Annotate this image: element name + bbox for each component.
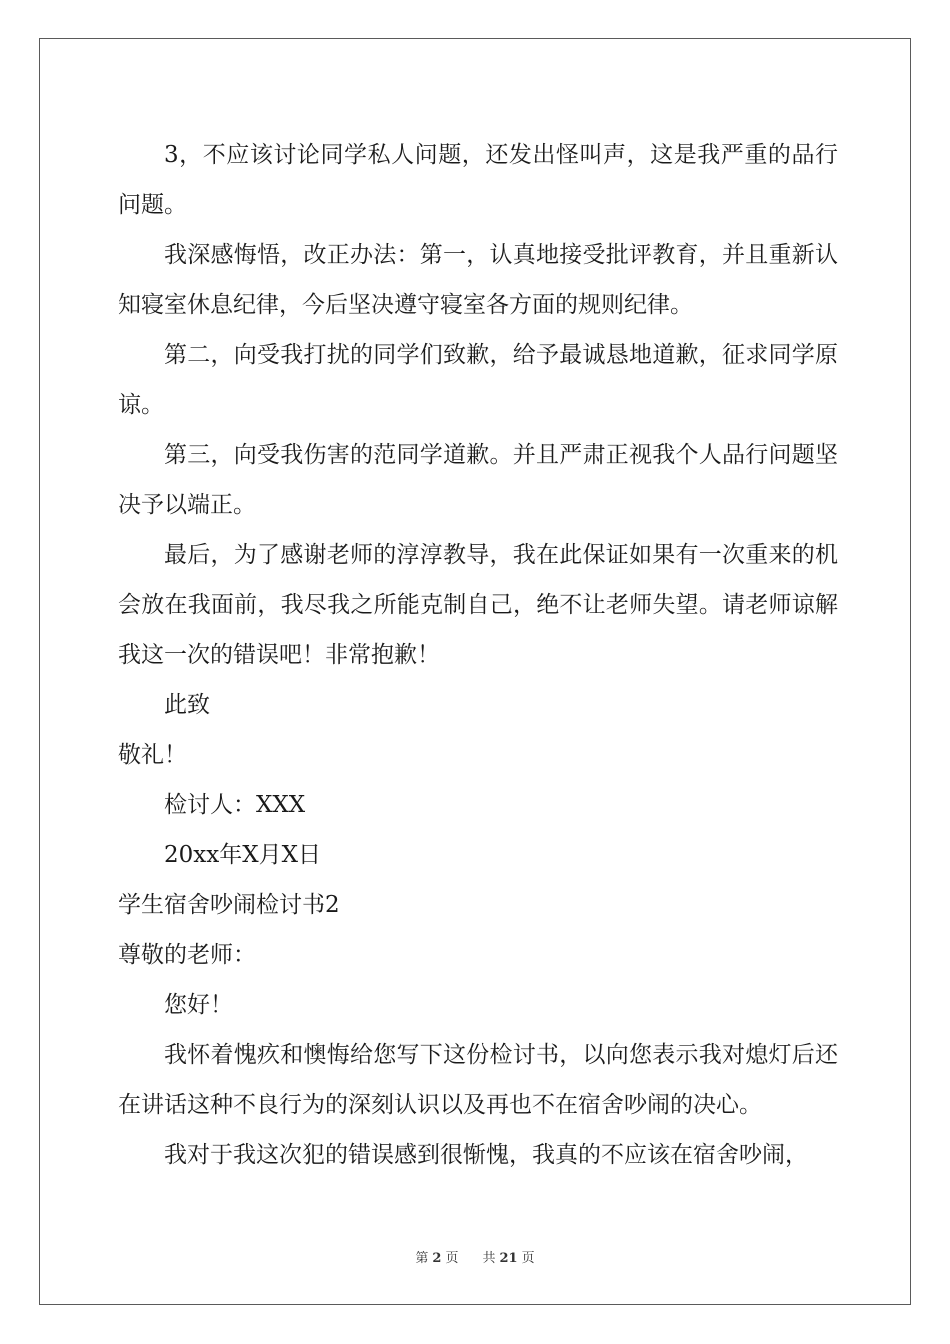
greeting-hello: 您好！ <box>164 992 233 1018</box>
page-footer <box>0 1247 950 1266</box>
paragraph: 我怀着愧疚和懊悔给您写下这份检讨书，以向您表示我对熄灯后还在讲话这种不良行为的深刻认识以及再也不在宿舍吵闹的决心。 <box>118 1042 838 1118</box>
section-title: 学生宿舍吵闹检讨书2 <box>118 892 340 918</box>
document-body <box>118 130 838 1180</box>
paragraph: 第三，向受我伤害的范同学道歉。并且严肃正视我个人品行问题坚决予以端正。 <box>118 442 838 518</box>
paragraph: 最后，为了感谢老师的淳淳教导，我在此保证如果有一次重来的机会放在我面前，我尽我之所能克制自己，绝不让老师失望。请老师谅解我这一次的错误吧！非常抱歉！ <box>118 542 838 668</box>
paragraph: 我对于我这次犯的错误感到很惭愧，我真的不应该在宿舍吵闹， <box>164 1142 808 1168</box>
salutation-closing: 此致 <box>164 692 210 718</box>
total-suffix: 页 <box>521 1251 535 1266</box>
page-suffix: 页 <box>445 1251 459 1266</box>
paragraph: 我深感悔悟，改正办法：第一，认真地接受批评教育，并且重新认知寝室休息纪律，今后坚决遵守寝室各方面的规则纪律。 <box>118 242 838 318</box>
greeting: 尊敬的老师： <box>118 942 256 968</box>
page-number: 2 <box>432 1251 442 1266</box>
page-prefix: 第 <box>415 1251 429 1266</box>
paragraph: 3，不应该讨论同学私人问题，还发出怪叫声，这是我严重的品行问题。 <box>118 142 838 218</box>
paragraph: 第二，向受我打扰的同学们致歉，给予最诚恳地道歉，征求同学原谅。 <box>118 342 838 418</box>
total-pages: 21 <box>499 1251 518 1266</box>
total-prefix: 共 <box>482 1251 496 1266</box>
date-line: 20xx年X月X日 <box>164 842 321 868</box>
salutation-regards: 敬礼！ <box>118 742 187 768</box>
signature-line: 检讨人：XXX <box>164 792 306 818</box>
